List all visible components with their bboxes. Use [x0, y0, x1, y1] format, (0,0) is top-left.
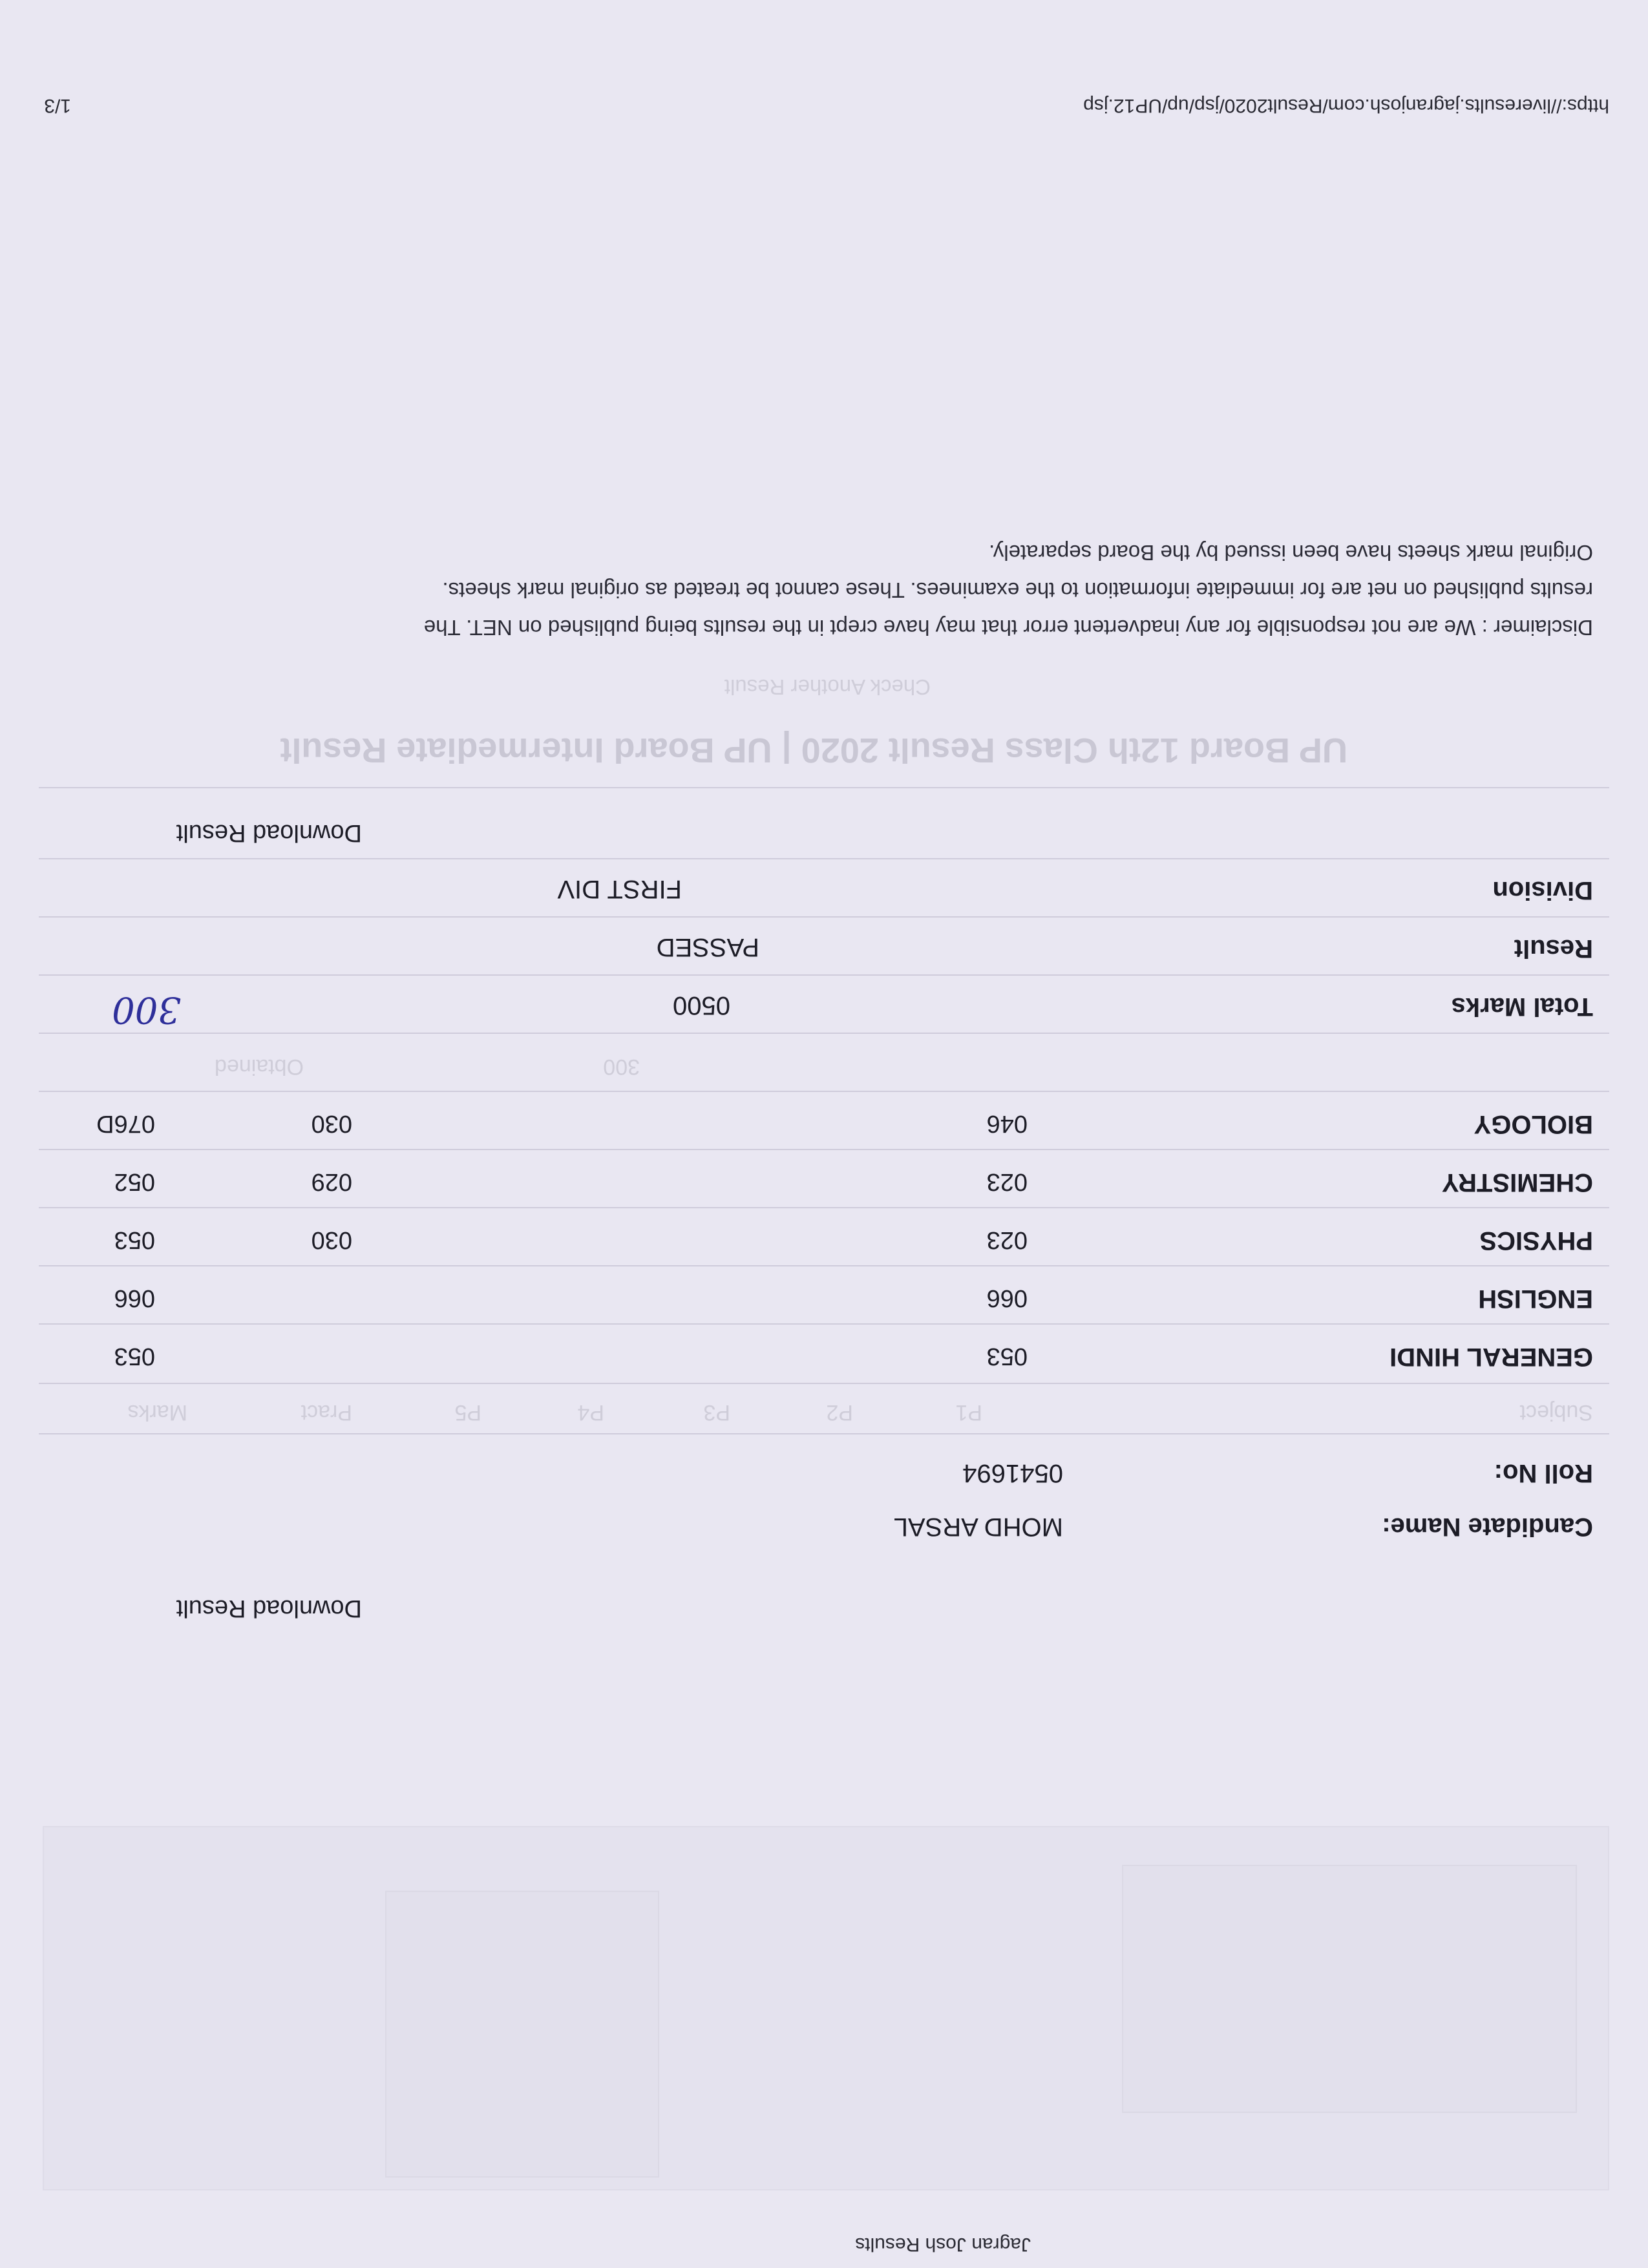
table-row-marks: 076D [96, 1110, 155, 1137]
table-row-subject: GENERAL HINDI [1389, 1343, 1593, 1371]
table-row-subject: BIOLOGY [1474, 1110, 1593, 1139]
row-divider [39, 1033, 1609, 1034]
table-row-marks: 053 [114, 1226, 155, 1254]
table-row-pract: 029 [311, 1168, 352, 1195]
result-value: PASSED [656, 933, 759, 961]
faint-total-label: Obtained [215, 1055, 304, 1079]
row-divider [39, 1149, 1609, 1150]
download-result-link-top[interactable]: Download Result [176, 1595, 362, 1622]
related-result-title[interactable]: UP Board 12th Class Result 2020 | UP Board Intermediate Result [280, 731, 1347, 770]
column-header-p3: P3 [703, 1400, 730, 1425]
table-row-p1: 053 [986, 1343, 1028, 1370]
table-row-pract: 030 [311, 1226, 352, 1254]
row-divider [39, 1207, 1609, 1208]
table-row-subject: CHEMISTRY [1441, 1168, 1593, 1197]
table-row-subject: ENGLISH [1478, 1285, 1593, 1313]
faint-total-value: 300 [603, 1055, 640, 1079]
row-divider [39, 1265, 1609, 1266]
roll-no-value: 0541694 [962, 1459, 1063, 1487]
row-divider [39, 916, 1609, 918]
total-marks-label: Total Marks [1451, 992, 1593, 1021]
table-row-p1: 046 [986, 1110, 1028, 1137]
download-result-link-bottom[interactable]: Download Result [176, 819, 362, 846]
column-header-p2: P2 [826, 1400, 853, 1425]
section-divider [39, 787, 1609, 788]
column-header-p1: P1 [955, 1400, 982, 1425]
disclaimer-line: results published on net are for immediate information to the examinees. These cannot be treated as original mark sheets. [442, 578, 1593, 602]
table-row-pract: 030 [311, 1110, 352, 1137]
print-footer-page-number: 1/3 [44, 95, 71, 116]
roll-no-label: Roll No: [1494, 1459, 1593, 1487]
disclaimer-line: Disclaimer : We are not responsible for any inadvertent error that may have crept in the results being published on NET. The [423, 616, 1593, 640]
disclaimer-text [42, 534, 1593, 646]
candidate-name-value: MOHD ARSAL [893, 1513, 1063, 1541]
print-header-site-name: Jagran Josh Results [855, 2234, 1031, 2255]
table-row-marks: 066 [114, 1285, 155, 1312]
row-divider [39, 858, 1609, 859]
column-header-marks: Marks [127, 1400, 187, 1425]
table-row-marks: 053 [114, 1343, 155, 1370]
table-row-p1: 023 [986, 1226, 1028, 1254]
disclaimer-line: Original mark sheets have been issued by the Board separately. [989, 541, 1593, 565]
column-header-subject: Subject [1519, 1400, 1593, 1425]
faded-info-block [1122, 1865, 1577, 2113]
check-another-result-link[interactable]: Check Another Result [724, 675, 931, 699]
handwritten-note: 300 [112, 989, 181, 1031]
row-divider [39, 1091, 1609, 1092]
row-divider [39, 974, 1609, 976]
table-row-p1: 023 [986, 1168, 1028, 1195]
table-row-subject: PHYSICS [1479, 1226, 1593, 1255]
candidate-name-label: Candidate Name: [1382, 1513, 1593, 1541]
table-top-divider [39, 1433, 1609, 1434]
table-header-divider [39, 1383, 1609, 1384]
division-label: Division [1492, 876, 1593, 905]
row-divider [39, 1323, 1609, 1325]
result-label: Result [1514, 934, 1593, 963]
table-row-marks: 052 [114, 1168, 155, 1195]
table-row-p1: 066 [986, 1285, 1028, 1312]
column-header-p5: P5 [454, 1400, 481, 1425]
column-header-p4: P4 [577, 1400, 604, 1425]
faded-ad-block [385, 1891, 659, 2178]
total-marks-value: 0500 [673, 991, 730, 1020]
division-value: FIRST DIV [557, 875, 682, 903]
column-header-pract: Pract [301, 1400, 352, 1425]
print-footer-url: https://liveresults.jagranjosh.com/Result2020/jsp/up/UP12.jsp [1083, 95, 1609, 116]
